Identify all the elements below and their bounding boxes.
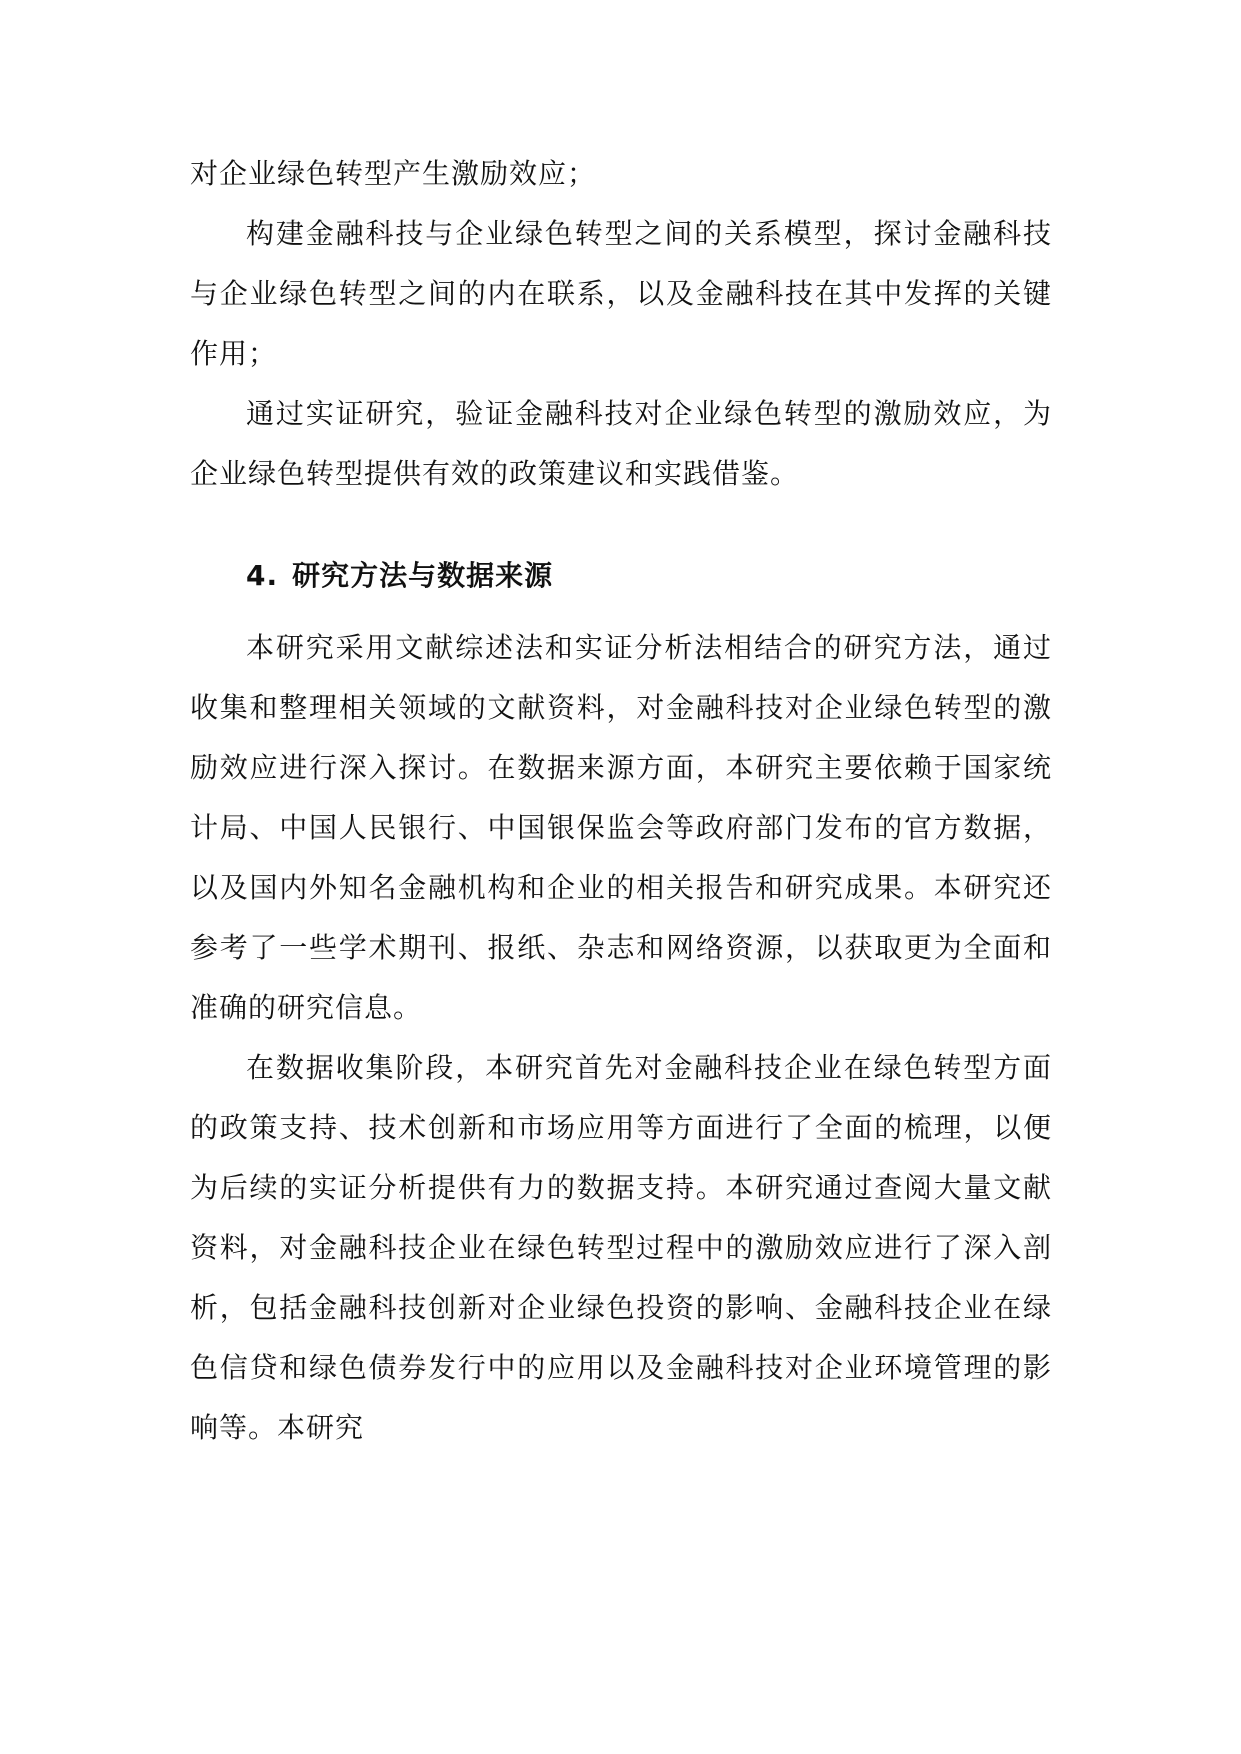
paragraph-data-collection: 在数据收集阶段，本研究首先对金融科技企业在绿色转型方面的政策支持、技术创新和市场应用等方面进行了全面的梳理，以便为后续的实证分析提供有力的数据支持。本研究通过查阅大量文献资料，对金融科技企业在绿色转型过程中的激励效应进行了深入剖析，包括金融科技创新对企业绿色投资的影响、金融科技企业在绿色信贷和绿色债券发行中的应用以及金融科技对企业环境管理的影响等。本研究: [190, 1051, 1052, 1444]
paragraph-methods: 本研究采用文献综述法和实证分析法相结合的研究方法，通过收集和整理相关领域的文献资料，对金融科技对企业绿色转型的激励效应进行深入探讨。在数据来源方面，本研究主要依赖于国家统计局、中国人民银行、中国银保监会等政府部门发布的官方数据，以及国内外知名金融机构和企业的相关报告和研究成果。本研究还参考了一些学术期刊、报纸、杂志和网络资源，以获取更为全面和准确的研究信息。: [190, 631, 1052, 1024]
document-body: [190, 144, 1052, 1458]
paragraph-continuation: 对企业绿色转型产生激励效应；: [190, 157, 597, 190]
paragraph-empirical-study: 通过实证研究，验证金融科技对企业绿色转型的激励效应，为企业绿色转型提供有效的政策建议和实践借鉴。: [190, 397, 1052, 490]
section-heading: [190, 546, 1052, 606]
section-title: 研究方法与数据来源: [292, 559, 554, 592]
paragraph-relationship-model: 构建金融科技与企业绿色转型之间的关系模型，探讨金融科技与企业绿色转型之间的内在联系，以及金融科技在其中发挥的关键作用；: [190, 217, 1052, 370]
section-number: 4.: [246, 559, 279, 592]
